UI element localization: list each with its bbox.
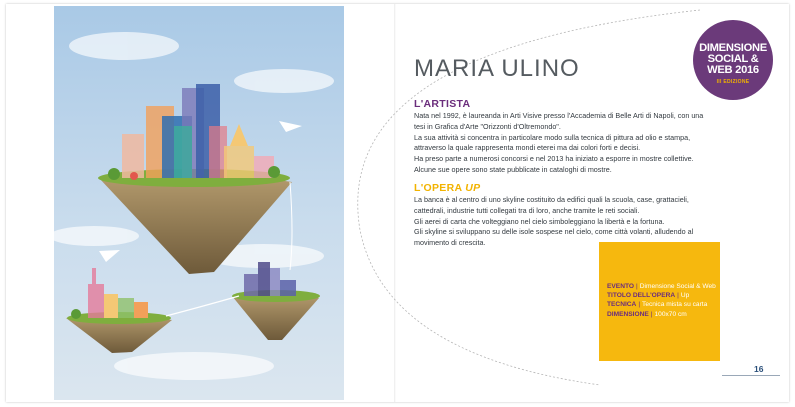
- info-row-tecnica: [607, 300, 716, 309]
- artwork-info-list: [607, 282, 716, 319]
- bio-paragraph: La sua attività si concentra in particolare modo sulla tecnica di pittura ad olio e stampa, attraverso la quale rappresenta mondi eterei ma dai colori forti e decisi.: [414, 132, 691, 153]
- opera-description: [414, 195, 704, 249]
- info-value: Up: [680, 292, 690, 300]
- info-row-dimensione: [607, 310, 716, 319]
- bio-paragraph: Ha preso parte a numerosi concorsi e nel 2013 ha iniziato a esporre in mostre collettive. Alcune sue opere sono state pubblicate in cataloghi di mostre.: [414, 154, 694, 174]
- opera-paragraph: Gli skyline si sviluppano su delle isole sospese nel cielo, come città volanti, alludendo al movimento di crescita.: [414, 227, 694, 248]
- section-title-opera: [414, 182, 480, 194]
- badge-line: SOCIAL &: [707, 53, 759, 65]
- artwork-painting: [54, 6, 344, 400]
- info-label: DIMENSIONE: [607, 310, 649, 318]
- page-number: 16: [754, 364, 764, 374]
- opera-title-name: UP: [465, 182, 481, 194]
- badge-line: DIMENSIONE: [699, 42, 767, 54]
- opera-paragraph: La banca è al centro di uno skyline costituito da edifici quali la scuola, case, grattacieli, cattedrali, industrie tutti collegati tra di loro, anche tramite le reti sociali.: [414, 195, 689, 215]
- info-separator: |: [650, 310, 653, 318]
- opera-title-prefix: L'OPERA: [414, 182, 462, 194]
- badge-edition: III EDIZIONE: [716, 79, 750, 85]
- info-value: 100x70 cm: [654, 310, 687, 318]
- event-badge: [693, 20, 773, 100]
- info-separator: |: [636, 283, 638, 290]
- info-row-titolo: [607, 291, 716, 300]
- opera-paragraph: Gli aerei di carta che volteggiano nel cielo simboleggiano la libertà e la fortuna.: [414, 216, 665, 226]
- info-row-evento: [607, 282, 716, 291]
- info-separator: |: [638, 301, 641, 309]
- page-number-rule: [722, 375, 780, 376]
- info-label: TITOLO DELL'OPERA: [607, 292, 676, 300]
- info-value: Tecnica mista su carta: [642, 301, 708, 309]
- badge-line: WEB 2016: [707, 64, 759, 76]
- info-value: Dimensione Social & Web: [639, 283, 716, 290]
- artwork-info-box: [599, 242, 720, 361]
- section-title-artista: L'ARTISTA: [414, 98, 471, 110]
- artist-name: MARIA ULINO: [414, 55, 580, 82]
- info-separator: |: [677, 292, 679, 300]
- page-spine: [394, 4, 396, 402]
- artista-bio: [414, 111, 704, 176]
- info-label: EVENTO: [607, 283, 634, 290]
- info-label: TECNICA: [607, 301, 637, 309]
- bio-paragraph: Nata nel 1992, è laureanda in Arti Visive presso l'Accademia di Belle Arti di Napoli, con una tesi in Grafica d'Arte "Orizzonti d'Oltremondo".: [414, 111, 704, 131]
